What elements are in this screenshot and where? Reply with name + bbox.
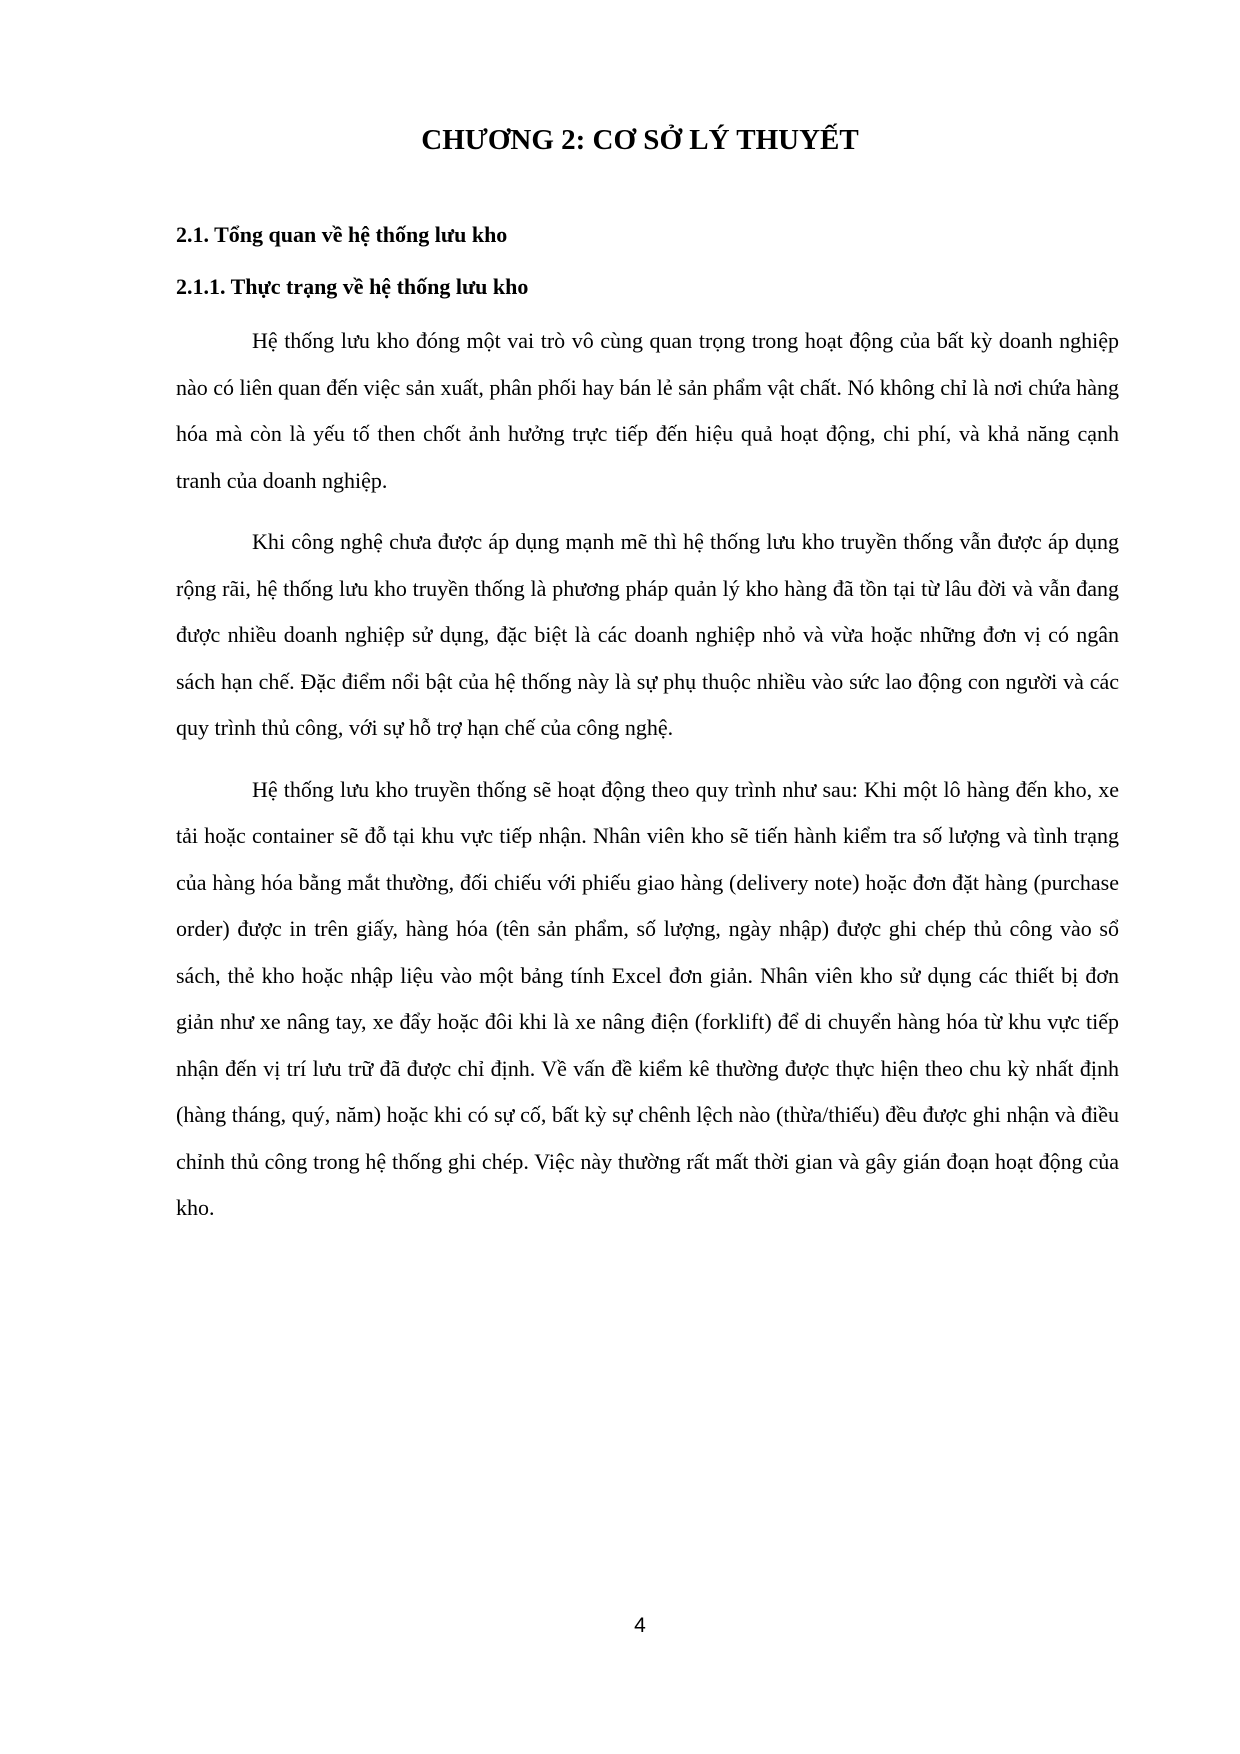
- section-heading: 2.1. Tổng quan về hệ thống lưu kho: [176, 222, 508, 247]
- page-number: 4: [634, 1614, 646, 1637]
- page-content: [176, 212, 1119, 1247]
- chapter-title: CHƯƠNG 2: CƠ SỞ LÝ THUYẾT: [421, 124, 859, 156]
- subsection-heading: 2.1.1. Thực trạng về hệ thống lưu kho: [176, 274, 529, 299]
- body-paragraph-3: Hệ thống lưu kho truyền thống sẽ hoạt động theo quy trình như sau: Khi một lô hàng đến kho, xe tải hoặc container sẽ đỗ tại khu vực tiếp nhận. Nhân viên kho sẽ tiến hành kiểm tra số lượng và tình trạng của hàng hóa bằng mắt thường, đối chiếu với phiếu giao hàng (delivery note) hoặc đơn đặt hàng (purchase order) được in trên giấy, hàng hóa (tên sản phẩm, số lượng, ngày nhập) được ghi chép thủ công vào sổ sách, thẻ kho hoặc nhập liệu vào một bảng tính Excel đơn giản. Nhân viên kho sử dụng các thiết bị đơn giản như xe nâng tay, xe đẩy hoặc đôi khi là xe nâng điện (forklift) để di chuyển hàng hóa từ khu vực tiếp nhận đến vị trí lưu trữ đã được chỉ định. Về vấn đề kiểm kê thường được thực hiện theo chu kỳ nhất định (hàng tháng, quý, năm) hoặc khi có sự cố, bất kỳ sự chênh lệch nào (thừa/thiếu) đều được ghi nhận và điều chỉnh thủ công trong hệ thống ghi chép. Việc này thường rất mất thời gian và gây gián đoạn hoạt động của kho.: [176, 776, 1119, 1220]
- body-paragraph-2: Khi công nghệ chưa được áp dụng mạnh mẽ thì hệ thống lưu kho truyền thống vẫn được áp dụng rộng rãi, hệ thống lưu kho truyền thống là phương pháp quản lý kho hàng đã tồn tại từ lâu đời và vẫn đang được nhiều doanh nghiệp sử dụng, đặc biệt là các doanh nghiệp nhỏ và vừa hoặc những đơn vị có ngân sách hạn chế. Đặc điểm nổi bật của hệ thống này là sự phụ thuộc nhiều vào sức lao động con người và các quy trình thủ công, với sự hỗ trợ hạn chế của công nghệ.: [176, 529, 1119, 740]
- body-paragraph-1: Hệ thống lưu kho đóng một vai trò vô cùng quan trọng trong hoạt động của bất kỳ doanh nghiệp nào có liên quan đến việc sản xuất, phân phối hay bán lẻ sản phẩm vật chất. Nó không chỉ là nơi chứa hàng hóa mà còn là yếu tố then chốt ảnh hưởng trực tiếp đến hiệu quả hoạt động, chi phí, và khả năng cạnh tranh của doanh nghiệp.: [176, 328, 1120, 493]
